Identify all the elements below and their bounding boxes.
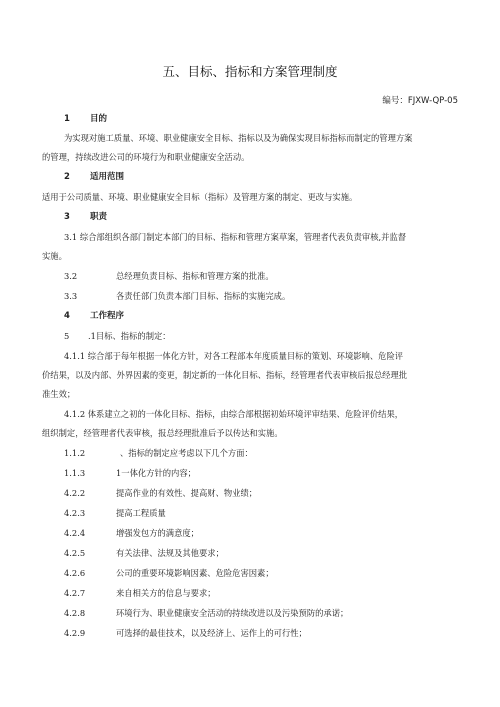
item-text: 公司的重要环境影响因素、危险危害因素； (116, 568, 274, 578)
item-number: 4.2.4 (64, 528, 86, 538)
subsection-5-1 (64, 331, 171, 342)
section-3-heading (64, 212, 107, 223)
list-item (64, 628, 307, 639)
clause-4-1-1-line-2: 价结果，以及内部、外界因素的变更，制定新的一体化目标、指标，经管理者代表审核后报总经理批 (42, 370, 408, 380)
section-text: .1目标、指标的制定： (88, 331, 171, 341)
clause-number: 3.2 (64, 271, 78, 281)
clause-4-1-1-line-1: 4.1.1 综合部于每年根据一体化方针，对各工程部本年度质量目标的策划、环境影响、危险评 (64, 351, 404, 361)
item-number: 4.2.3 (64, 508, 86, 518)
section-number: 2 (64, 172, 70, 182)
section-2-body: 适用于公司质量、环境、职业健康安全目标（指标）及管理方案的制定、更改与实施。 (42, 192, 358, 202)
item-number: 1.1.2 (64, 448, 86, 458)
section-title: 职责 (90, 212, 108, 222)
item-number: 4.2.8 (64, 608, 86, 618)
clause-3-3 (64, 291, 290, 302)
section-number: 5 (64, 331, 70, 341)
section-1-body-line-2: 的管理，持续改进公司的环境行为和职业健康安全活动。 (42, 152, 250, 162)
list-item (64, 568, 274, 579)
item-number: 4.2.2 (64, 488, 86, 498)
section-number: 1 (64, 114, 70, 124)
list-item (64, 488, 257, 499)
clause-text: 各责任部门负责本部门目标、指标的实施完成。 (116, 291, 291, 301)
clause-4-1-2-line-1: 4.1.2 体系建立之初的一体化目标、指标，由综合部根据初始环境评审结果、危险评价结果， (64, 409, 404, 419)
section-title: 目的 (90, 114, 108, 124)
section-title: 工作程序 (90, 311, 125, 321)
item-number: 4.2.6 (64, 568, 86, 578)
section-number: 3 (64, 212, 70, 222)
clause-3-2 (64, 271, 274, 282)
clause-number: 3.3 (64, 291, 78, 301)
section-1-body-line-1: 为实现对施工质量、环境、职业健康安全目标、指标以及为确保实现目标指标而制定的管理方案 (64, 133, 413, 143)
item-text: 环境行为、职业健康安全活动的持续改进以及污染预防的承诺； (116, 608, 349, 618)
list-item (64, 548, 224, 559)
section-1-heading (64, 114, 107, 125)
item-text: 、指标的制定应考虑以下几个方面： (120, 448, 253, 458)
item-text: 1一体化方针的内容； (116, 468, 196, 478)
section-number: 4 (64, 311, 70, 321)
item-number: 4.2.9 (64, 628, 86, 638)
document-number: 编号：FJXW-QP-05 (382, 96, 458, 106)
item-text: 有关法律、法规及其他要求； (116, 548, 224, 558)
document-title: 五、目标、指标和方案管理制度 (162, 64, 338, 79)
list-item (64, 508, 166, 519)
list-item (64, 468, 196, 479)
item-text: 提高工程质量 (116, 508, 166, 518)
list-item (64, 528, 199, 539)
clause-3-1-line-2: 实施。 (42, 251, 67, 261)
item-number: 1.1.3 (64, 468, 86, 478)
item-text: 可选择的最佳技术，以及经济上、运作上的可行性； (116, 628, 307, 638)
list-item (64, 588, 216, 599)
list-item (64, 448, 253, 459)
list-item (64, 608, 348, 619)
item-number: 4.2.5 (64, 548, 86, 558)
clause-4-1-2-line-2: 组织制定，经管理者代表审核，报总经理批准后予以传达和实施。 (42, 428, 283, 438)
item-text: 来自相关方的信息与要求； (116, 588, 216, 598)
section-4-heading (64, 311, 124, 322)
clause-text: 总经理负责目标、指标和管理方案的批准。 (116, 271, 274, 281)
clause-3-1-line-1: 3.1 综合部组织各部门制定本部门的目标、指标和管理方案草案，管理者代表负责审核,并监督 (64, 232, 407, 242)
section-title: 适用范围 (90, 172, 125, 182)
item-text: 提高作业的有效性、提高财、物业绩； (116, 488, 258, 498)
clause-4-1-1-line-3: 准生效； (42, 389, 76, 399)
section-2-heading (64, 172, 124, 183)
item-text: 增强发包方的满意度； (116, 528, 199, 538)
item-number: 4.2.7 (64, 588, 86, 598)
